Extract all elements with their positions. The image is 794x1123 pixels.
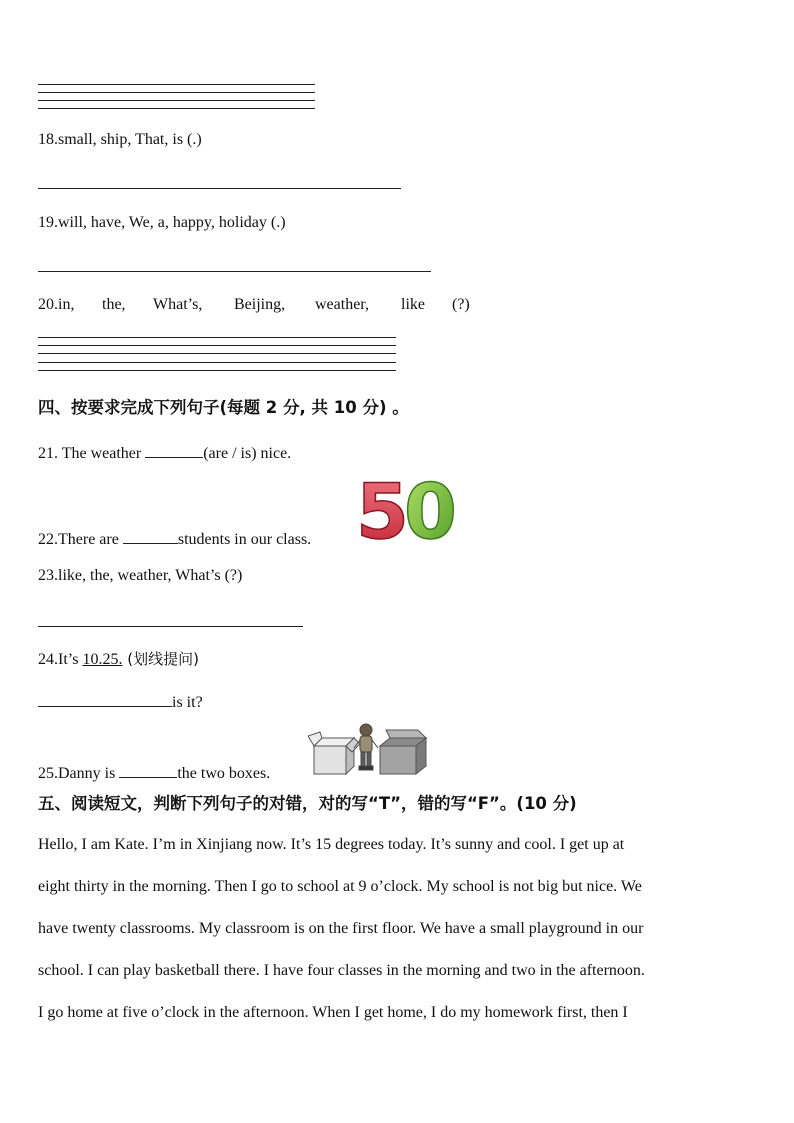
question-24-note: (划线提问) — [122, 650, 199, 668]
boy-between-boxes-image — [308, 718, 432, 776]
reading-passage — [38, 836, 750, 1026]
boy-between-boxes-icon — [308, 718, 432, 776]
passage-line: Hello, I am Kate. I’m in Xinjiang now. It’s 15 degrees today. It’s sunny and cool. I get up at — [38, 836, 625, 853]
answer-line — [38, 84, 315, 85]
answer-line[interactable] — [38, 271, 431, 272]
question-25-suffix: the two boxes. — [177, 765, 271, 782]
question-20-word: Beijing, — [234, 296, 286, 313]
answer-line[interactable] — [38, 370, 396, 371]
question-21 — [38, 441, 291, 464]
question-20-word: like — [401, 296, 425, 313]
passage-line: eight thirty in the morning. Then I go to school at 9 o’clock. My school is not big but nice. We — [38, 878, 642, 895]
question-20 — [38, 296, 472, 316]
fifty-digit-zero: 0 — [404, 474, 457, 546]
number-fifty-image — [356, 474, 460, 546]
question-23: 23.like, the, weather, What’s (?) — [38, 567, 243, 584]
box-right — [380, 730, 426, 774]
question-22-suffix: students in our class. — [177, 531, 312, 548]
question-20-word: the, — [102, 296, 126, 313]
answer-line[interactable] — [38, 626, 303, 627]
number-fifty-icon — [356, 474, 460, 546]
answer-line[interactable] — [38, 353, 396, 354]
question-20-word: What’s, — [153, 296, 203, 313]
fifty-digit-five: 5 — [356, 474, 409, 546]
question-18: 18.small, ship, That, is (.) — [38, 131, 202, 148]
answer-blank[interactable] — [145, 441, 203, 458]
answer-line[interactable] — [38, 345, 396, 346]
answer-blank[interactable] — [119, 761, 177, 778]
section-4-heading: 四、按要求完成下列句子(每题 2 分, 共 10 分) 。 — [38, 398, 409, 417]
question-24 — [38, 649, 199, 670]
answer-line — [38, 108, 315, 109]
question-24-line2 — [38, 690, 203, 713]
question-22 — [38, 527, 311, 550]
answer-line[interactable] — [38, 188, 401, 189]
passage-line: I go home at five o’clock in the afternoon. When I get home, I do my homework first, then I — [38, 1004, 628, 1021]
answer-blank[interactable] — [38, 690, 172, 707]
passage-line: school. I can play basketball there. I have four classes in the morning and two in the afternoon. — [38, 962, 645, 979]
question-21-prefix: 21. The weather — [38, 445, 146, 462]
question-22-prefix: 22.There are — [38, 531, 123, 548]
question-24-prefix: 24.It’s — [38, 651, 83, 668]
passage-line: have twenty classrooms. My classroom is on the first floor. We have a small playground in our — [38, 920, 644, 937]
answer-blank[interactable] — [123, 527, 178, 544]
question-20-word: weather, — [315, 296, 369, 313]
answer-line[interactable] — [38, 337, 396, 338]
question-20-word: (?) — [452, 296, 470, 313]
question-24-underlined: 10.25. — [82, 651, 123, 668]
question-19: 19.will, have, We, a, happy, holiday (.) — [38, 214, 286, 231]
box-left — [308, 732, 360, 774]
answer-line — [38, 92, 315, 93]
question-21-suffix: (are / is) nice. — [203, 445, 292, 462]
question-25 — [38, 761, 270, 784]
question-25-prefix: 25.Danny is — [38, 765, 120, 782]
answer-line — [38, 100, 315, 101]
answer-line[interactable] — [38, 362, 396, 363]
question-20-word: 20.in, — [38, 296, 75, 313]
section-5-heading: 五、阅读短文，判断下列句子的对错，对的写“T”，错的写“F”。(10 分) — [38, 794, 577, 813]
question-24-line2-suffix: is it? — [172, 694, 203, 711]
